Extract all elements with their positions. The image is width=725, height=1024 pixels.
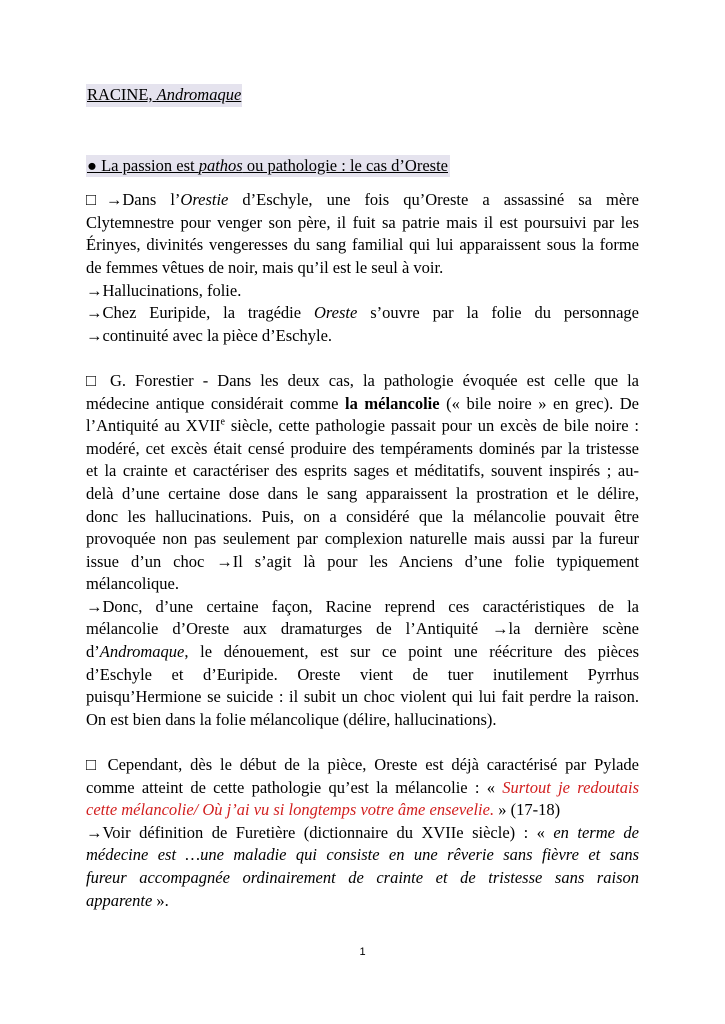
p1-line-2: Clytemnestre pour venger son père, il fuit sa patrie mais il est poursuivi par les [86, 212, 639, 232]
quote-racine-1: Surtout je redoutais [502, 777, 639, 797]
section-heading [86, 155, 450, 178]
heading-rest: ou pathologie : le cas d’Oreste [242, 155, 448, 175]
p1-line-5: →Hallucinations, folie. [86, 280, 242, 300]
p3-line-6: fureur accompagnée ordinairement de crainte et de tristesse sans raison [86, 868, 639, 887]
paragraph-orestie [86, 189, 639, 347]
p2-line-7: donc les hallucinations. Puis, on a considéré que la mélancolie pouvait être [86, 506, 639, 526]
p2-line-5: et la crainte et caractériser des esprits sages et méditatifs, souvent inspirés ; au- [86, 461, 639, 481]
p3-line-1: □ Cependant, dès le début de la pièce, Oreste est déjà caractérisé par Pylade [86, 755, 639, 775]
paragraph-pylade [86, 754, 639, 912]
p2-line-8: provoquée non pas seulement par complexion naturelle mais aussi par la fureur [86, 529, 639, 549]
document-title [86, 84, 242, 107]
p2-line-10: mélancolique. [86, 574, 180, 594]
p2-line-9: issue d’un choc →Il s’agit là pour les Anciens d’une folie typiquement [86, 551, 639, 571]
p2-line-2: médecine antique considérait comme la mélancolie (« bile noire » en grec). De [86, 393, 639, 413]
p2-line-6: delà d’une certaine dose dans le sang apparaissent la prostration et le délire, [86, 483, 639, 503]
p2-line-13: d’Andromaque, le dénouement, est sur ce point une réécriture des pièces [86, 642, 639, 662]
heading-bullet: ● La passion est [87, 155, 199, 175]
p1-line-1: □→Dans l’Orestie d’Eschyle, une fois qu’Oreste a assassiné sa mère [86, 190, 639, 210]
p2-line-14: d’Eschyle et d’Euripide. Oreste vient de tuer inutilement Pyrrhus [86, 664, 639, 684]
document-title-row [86, 84, 639, 107]
p2-line-4: modéré, cet excès était censé produire des tempéraments dominés par la tristesse [86, 438, 639, 458]
p2-line-11: →Donc, d’une certaine façon, Racine reprend ces caractéristiques de la [86, 596, 639, 616]
p2-line-16: On est bien dans la folie mélancolique (délire, hallucinations). [86, 709, 497, 729]
heading-pathos: pathos [198, 155, 243, 175]
p3-line-4: →Voir définition de Furetière (dictionnaire du XVIIe siècle) : « en terme de [86, 822, 639, 842]
p2-line-12: mélancolie d’Oreste aux dramaturges de l’Antiquité →la dernière scène [86, 619, 639, 639]
title-author: RACINE, [87, 85, 157, 104]
p3-line-7: apparente ». [86, 890, 169, 910]
quote-racine-2: cette mélancolie/ Où j’ai vu si longtemps votre âme ensevelie. [86, 800, 495, 820]
paragraph-forestier [86, 370, 639, 732]
p2-line-3: l’Antiquité au XVIIe siècle, cette pathologie passait pour un excès de bile noire : [86, 416, 639, 436]
p3-line-5: médecine est …une maladie qui consiste en une rêverie sans fièvre et sans [86, 845, 639, 865]
page-number: 1 [359, 946, 366, 958]
p2-line-1: □ G. Forestier - Dans les deux cas, la pathologie évoquée est celle que la [86, 370, 639, 390]
section-heading-row [86, 155, 639, 178]
p1-line-3: Érinyes, divinités vengeresses du sang familial qui lui apparaissent sous la forme [86, 235, 639, 255]
title-work: Andromaque [156, 85, 242, 104]
p2-line-15: puisqu’Hermione se suicide : il subit un choc violent qui lui fait perdre la raison. [86, 687, 639, 707]
p1-line-6: →Chez Euripide, la tragédie Oreste s’ouvre par la folie du personnage [86, 303, 639, 323]
p3-line-3: cette mélancolie/ Où j’ai vu si longtemps votre âme ensevelie. » (17-18) [86, 800, 561, 820]
p3-line-2: comme atteint de cette pathologie qu’est la mélancolie : « Surtout je redoutais [86, 777, 639, 797]
p1-line-4: de femmes vêtues de noir, mais qu’il est le seul à voir. [86, 257, 444, 277]
document-body [86, 84, 639, 935]
p1-line-7: →continuité avec la pièce d’Eschyle. [86, 325, 333, 345]
